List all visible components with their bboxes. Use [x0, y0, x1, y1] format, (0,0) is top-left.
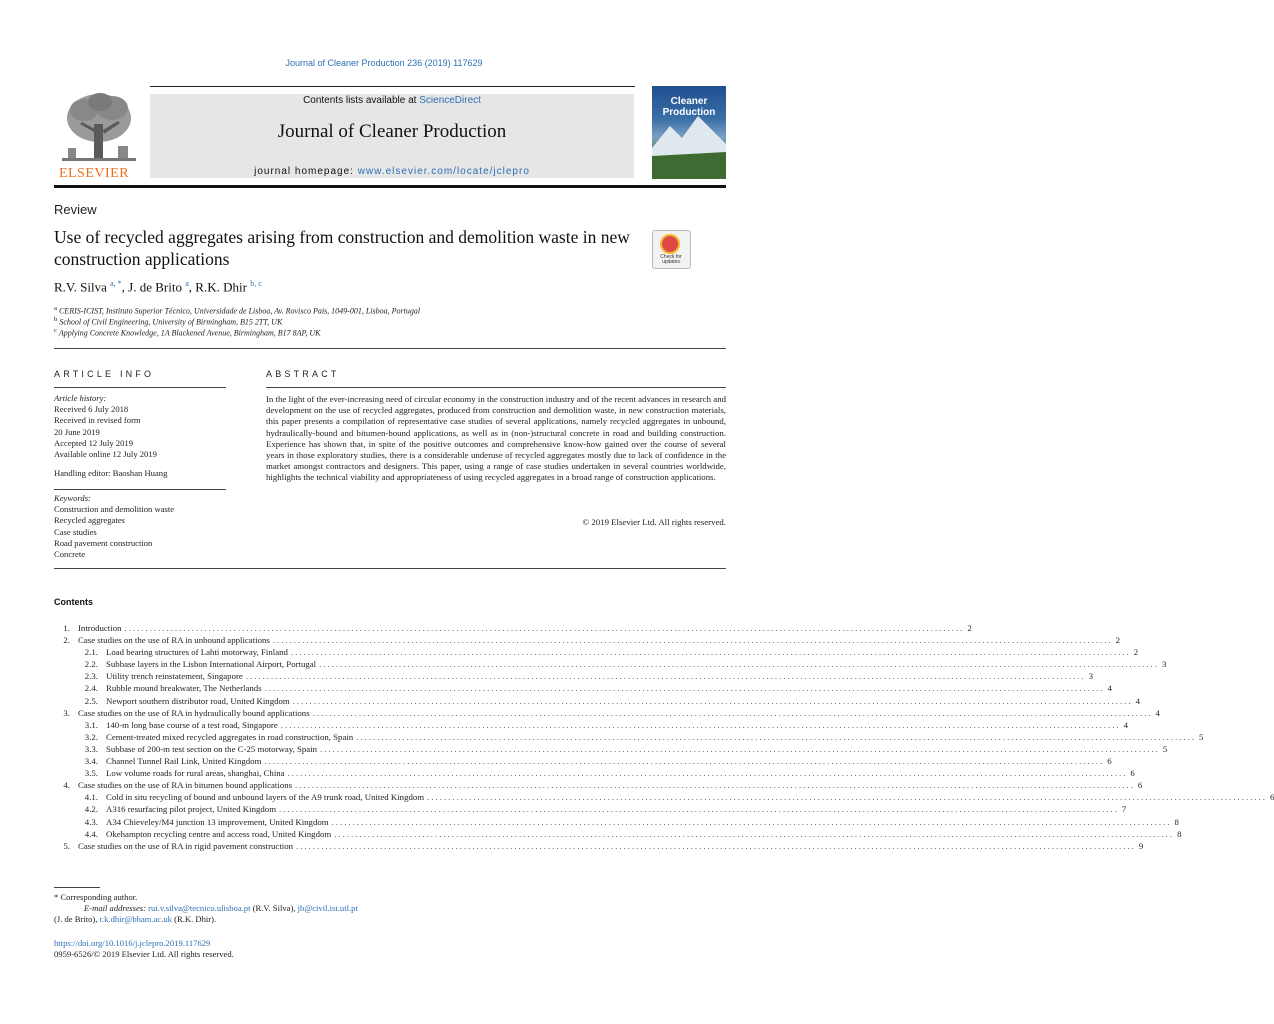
- toc-leader-dots: ........................................................................................................................................................................................................: [319, 659, 1159, 670]
- toc-entry-title[interactable]: Case studies on the use of RA in rigid pavement construction: [78, 840, 293, 851]
- footnote-rule: [54, 887, 100, 888]
- toc-entry-number: 2.: [63, 635, 70, 646]
- header-rule-bottom: [54, 185, 726, 188]
- toc-entry-title[interactable]: Rubble mound breakwater, The Netherlands: [106, 683, 262, 694]
- homepage-link[interactable]: www.elsevier.com/locate/jclepro: [357, 166, 530, 177]
- email-addresses-line: [84, 903, 358, 913]
- toc-entry[interactable]: [54, 731, 1204, 743]
- toc-entry-number: 2.1.: [84, 647, 98, 658]
- toc-entry-number: 3.: [63, 707, 70, 718]
- toc-leader-dots: ........................................................................................................................................................................................................: [334, 828, 1175, 839]
- abstract-text: In the light of the ever-increasing need of circular economy in the construction industry and of the recent advances in research and development on the use of recycled aggregates, produced from construction and demolition waste, in new construction materials, this paper presents a compilation of representative case studies of several applications, namely recycled aggregates in unbound, hydraulically-bound and bitumen-bound applications, as well as in (non-)structural concrete in road and building construction. Experience has shown that, in spite of the positive outcomes and comprehensive know-how gained over the course of several years in those exploratory studies, there is a considerable underuse of recycled aggregates mostly due to lack of confidence in the market amongst contractors and designers. This paper, using a range of case studies undertaken in several countries worldwide, highlights the technical viability and appropriateness of using recycled aggregates in a broad range of construction applications.: [266, 394, 726, 483]
- keywords-rule: [54, 489, 226, 490]
- section-divider: [54, 348, 726, 349]
- history-entry: Accepted 12 July 2019: [54, 437, 133, 448]
- toc-entry-page[interactable]: 4: [1155, 707, 1160, 718]
- toc-entry[interactable]: [54, 658, 1167, 670]
- toc-entry-title[interactable]: Channel Tunnel Rail Link, United Kingdom: [106, 756, 262, 767]
- author-list: R.V. Silva $^{a, *}$, J. de Brito $^a$, R.K. Dhir $^{b, c}$: [54, 279, 262, 295]
- header-rule-top: [150, 86, 635, 87]
- affiliation: [54, 327, 320, 338]
- email-owner: (R.K. Dhir).: [174, 914, 217, 924]
- toc-leader-dots: ........................................................................................................................................................................................................: [124, 623, 965, 633]
- toc-entry-number: 5.: [63, 840, 70, 851]
- toc-entry-page[interactable]: 2: [1115, 635, 1121, 646]
- history-entry: Received 6 July 2018: [54, 404, 129, 415]
- contents-prefix: Contents lists available at: [303, 95, 420, 106]
- toc-leader-dots: ........................................................................................................................................................................................................: [264, 683, 1105, 694]
- toc-entry-number: 2.5.: [84, 695, 98, 706]
- email-owner: (R.V. Silva),: [252, 903, 296, 913]
- affiliation-key: b: [54, 316, 58, 323]
- author-affiliation-marker[interactable]: a: [185, 279, 189, 288]
- toc-entry-title[interactable]: Subbase layers in the Lisbon International Airport, Portugal: [106, 659, 317, 670]
- article-type: Review: [54, 202, 97, 217]
- doi-link[interactable]: https://doi.org/10.1016/j.jclepro.2019.117629: [54, 938, 211, 948]
- toc-entry[interactable]: [54, 634, 1121, 646]
- toc-entry-title[interactable]: A34 Chieveley/M4 junction 13 improvement, United Kingdom: [106, 816, 329, 827]
- toc-entry-title[interactable]: Load bearing structures of Lahti motorway, Finland: [106, 647, 288, 658]
- toc-leader-dots: ........................................................................................................................................................................................................: [427, 792, 1267, 803]
- article-history: [54, 393, 226, 460]
- toc-entry-number: 4.3.: [84, 816, 98, 827]
- toc-entry[interactable]: [54, 682, 1112, 694]
- toc-entry-page[interactable]: 8: [1177, 828, 1182, 839]
- toc-leader-dots: ........................................................................................................................................................................................................: [290, 647, 1131, 658]
- affiliation: [54, 316, 282, 327]
- toc-entry-title[interactable]: Utility trench reinstatement, Singapore: [106, 671, 243, 682]
- toc-entry[interactable]: [54, 707, 1160, 719]
- email-addresses-line-2: [54, 914, 216, 924]
- toc-entry-number: 3.3.: [84, 743, 98, 754]
- cover-title-line1: Cleaner: [670, 96, 708, 107]
- affiliation-text: Applying Concrete Knowledge, 1A Blackened Avenue, Birmingham, B17 8AP, UK: [58, 328, 321, 338]
- toc-entry-number: 4.2.: [84, 804, 98, 815]
- toc-entry-number: 1.: [63, 623, 70, 633]
- toc-entry-page[interactable]: 4: [1107, 683, 1112, 694]
- toc-entry[interactable]: [54, 695, 1140, 707]
- toc-entry[interactable]: [54, 840, 1144, 852]
- section-divider: [54, 568, 726, 569]
- toc-leader-dots: ........................................................................................................................................................................................................: [356, 731, 1197, 742]
- affiliation-text: CERIS-ICIST, Instituto Superior Técnico, Universidade de Lisboa, Av. Rovisco Pais, 1049-001, Lisboa, Portugal: [58, 306, 421, 316]
- toc-leader-dots: ........................................................................................................................................................................................................: [312, 707, 1153, 718]
- journal-citation-link[interactable]: Journal of Cleaner Production 236 (2019) 117629: [285, 58, 483, 68]
- cover-title: [652, 96, 726, 118]
- toc-leader-dots: ........................................................................................................................................................................................................: [331, 816, 1172, 827]
- toc-entry[interactable]: [54, 828, 1182, 840]
- keyword: Road pavement construction: [54, 537, 153, 548]
- toc-leader-dots: ........................................................................................................................................................................................................: [292, 695, 1133, 706]
- history-entry: 20 June 2019: [54, 426, 100, 437]
- author-affiliation-marker[interactable]: b, c: [250, 279, 262, 288]
- toc-leader-dots: ........................................................................................................................................................................................................: [264, 756, 1105, 767]
- email-link[interactable]: rui.v.silva@tecnico.ulisboa.pt: [148, 903, 251, 913]
- toc-entry-page[interactable]: 2: [967, 623, 972, 633]
- toc-entry-title[interactable]: Newport southern distributor road, United Kingdom: [106, 695, 290, 706]
- toc-leader-dots: ........................................................................................................................................................................................................: [287, 768, 1128, 779]
- toc-entry-number: 3.2.: [84, 731, 98, 742]
- journal-homepage-line: [150, 166, 634, 177]
- history-label: Article history:: [54, 393, 107, 403]
- toc-entry-title[interactable]: Introduction: [78, 623, 122, 633]
- toc-leader-dots: ........................................................................................................................................................................................................: [272, 635, 1113, 646]
- toc-leader-dots: ........................................................................................................................................................................................................: [320, 743, 1160, 754]
- article-title: Use of recycled aggregates arising from construction and demolition waste in new construction applications: [54, 227, 630, 269]
- toc-entry-number: 3.5.: [84, 768, 98, 779]
- email-link[interactable]: r.k.dhir@bham.ac.uk: [99, 914, 172, 924]
- toc-entry-title[interactable]: Cement-treated mixed recycled aggregates in road construction, Spain: [106, 731, 354, 742]
- keyword: Case studies: [54, 526, 97, 537]
- crossmark-icon: [660, 234, 680, 254]
- affiliation-key: a: [54, 305, 57, 312]
- article-info-rule: [54, 387, 226, 388]
- toc-entry-title[interactable]: Case studies on the use of RA in hydraulically bound applications: [78, 707, 310, 718]
- toc-entry-title[interactable]: Okehampton recycling centre and access road, United Kingdom: [106, 828, 332, 839]
- journal-name: Journal of Cleaner Production: [277, 121, 507, 142]
- toc-entry-title[interactable]: Cold in situ recycling of bound and unbound layers of the A9 trunk road, United Kingdom: [106, 792, 425, 803]
- keywords-label: Keywords:: [54, 493, 91, 503]
- toc-entry-title[interactable]: Case studies on the use of RA in bitumen bound applications: [78, 780, 293, 791]
- keyword: Recycled aggregates: [54, 515, 125, 526]
- toc-entry-title[interactable]: Subbase of 200-m test section on the C-25 motorway, Spain: [106, 743, 318, 754]
- toc-leader-dots: ........................................................................................................................................................................................................: [245, 671, 1086, 682]
- toc-entry[interactable]: [54, 767, 1135, 779]
- publisher-wordmark: ELSEVIER: [58, 166, 130, 181]
- toc-entry-number: 2.4.: [84, 683, 98, 694]
- contents-heading: Contents: [54, 597, 93, 607]
- keyword: Construction and demolition waste: [54, 504, 175, 515]
- toc-entry-page[interactable]: 9: [1138, 840, 1144, 851]
- toc-entry-page[interactable]: 6: [1137, 780, 1143, 791]
- toc-entry-page[interactable]: 6: [1130, 768, 1135, 779]
- abstract-heading: ABSTRACT: [266, 369, 340, 379]
- toc-entry-title[interactable]: 140-m long base course of a test road, Singapore: [106, 719, 278, 730]
- toc-entry-page[interactable]: 4: [1123, 719, 1128, 730]
- toc-entry[interactable]: [54, 743, 1168, 755]
- abstract-rule: [266, 387, 726, 388]
- toc-entry[interactable]: [54, 670, 1094, 682]
- toc-leader-dots: ........................................................................................................................................................................................................: [295, 780, 1135, 791]
- toc-entry-page[interactable]: 7: [1121, 804, 1127, 815]
- toc-entry-number: 4.1.: [84, 792, 98, 803]
- toc-entry[interactable]: [54, 816, 1179, 828]
- author-name[interactable]: R.V. Silva: [54, 279, 107, 295]
- toc-entry[interactable]: [54, 791, 1274, 803]
- toc-entry[interactable]: [54, 755, 1112, 767]
- toc-entry[interactable]: [54, 803, 1127, 815]
- keyword: Concrete: [54, 549, 86, 560]
- homepage-prefix: journal homepage:: [254, 166, 358, 177]
- toc-entry-page[interactable]: 8: [1174, 816, 1179, 827]
- toc-entry[interactable]: [54, 622, 972, 634]
- toc-leader-dots: ........................................................................................................................................................................................................: [279, 804, 1119, 815]
- toc-entry-page[interactable]: 6: [1107, 756, 1112, 767]
- abstract-copyright: © 2019 Elsevier Ltd. All rights reserved.: [582, 517, 726, 527]
- sciencedirect-link[interactable]: ScienceDirect: [419, 95, 481, 106]
- table-of-contents: [54, 622, 1274, 852]
- author-affiliation-marker[interactable]: a, *: [110, 279, 122, 288]
- toc-entry-page[interactable]: 2: [1133, 647, 1139, 658]
- toc-entry-title[interactable]: Low volume roads for rural areas, shanghai, China: [106, 768, 285, 779]
- toc-entry-title[interactable]: A316 resurfacing pilot project, United Kingdom: [106, 804, 277, 815]
- toc-entry-number: 2.3.: [84, 671, 98, 682]
- history-entry: Received in revised form: [54, 415, 141, 426]
- issn-copyright: 0959-6526/© 2019 Elsevier Ltd. All rights reserved.: [54, 949, 234, 959]
- toc-entry-number: 4.4.: [84, 828, 98, 839]
- toc-entry-title[interactable]: Case studies on the use of RA in unbound applications: [78, 635, 270, 646]
- toc-leader-dots: ........................................................................................................................................................................................................: [280, 719, 1121, 730]
- affiliation: [54, 305, 420, 316]
- toc-entry-page[interactable]: 5: [1162, 743, 1168, 754]
- author-name[interactable]: J. de Brito: [128, 279, 182, 295]
- keywords-list: [54, 493, 226, 560]
- email-owner: (J. de Brito),: [54, 914, 98, 924]
- check-for-updates-label: Check for updates: [660, 254, 682, 265]
- toc-entry-number: 3.1.: [84, 719, 98, 730]
- toc-entry-page[interactable]: 3: [1088, 671, 1094, 682]
- toc-entry-page[interactable]: 5: [1199, 731, 1204, 742]
- toc-entry-page[interactable]: 3: [1161, 659, 1167, 670]
- toc-entry-page[interactable]: 4: [1135, 695, 1140, 706]
- toc-entry-page[interactable]: 6: [1269, 792, 1274, 803]
- author-name[interactable]: R.K. Dhir: [195, 279, 247, 295]
- toc-entry[interactable]: [54, 719, 1128, 731]
- history-entry: Available online 12 July 2019: [54, 449, 157, 460]
- affiliation-key: c: [54, 327, 57, 334]
- toc-entry-number: 3.4.: [84, 756, 98, 767]
- email-label: E-mail addresses:: [84, 903, 146, 913]
- cover-title-line2: Production: [662, 107, 716, 118]
- corresponding-author-note: * Corresponding author.: [54, 892, 138, 902]
- toc-entry-number: 4.: [63, 780, 70, 791]
- toc-entry[interactable]: [54, 646, 1139, 658]
- email-link[interactable]: jb@civil.ist.utl.pt: [297, 903, 358, 913]
- toc-entry[interactable]: [54, 779, 1143, 791]
- contents-available-line: [150, 95, 634, 106]
- handling-editor: Handling editor: Baoshan Huang: [54, 468, 168, 478]
- toc-leader-dots: ........................................................................................................................................................................................................: [296, 840, 1136, 851]
- affiliation-text: School of Civil Engineering, University of Birmingham, B15 2TT, UK: [59, 317, 283, 327]
- toc-entry-number: 2.2.: [84, 659, 98, 670]
- article-info-heading: ARTICLE INFO: [54, 369, 155, 379]
